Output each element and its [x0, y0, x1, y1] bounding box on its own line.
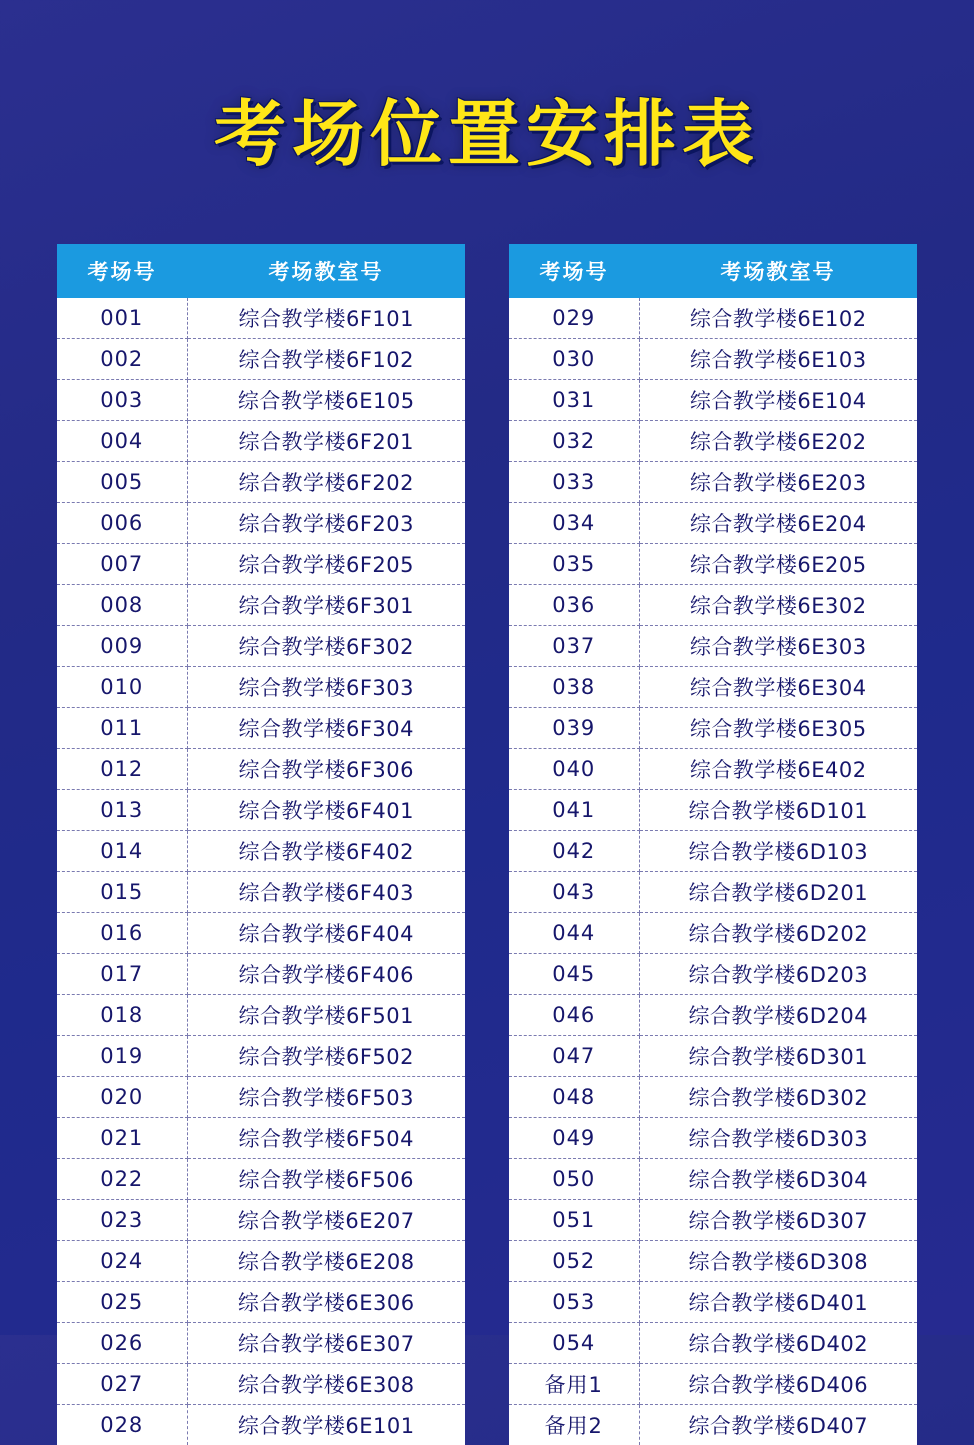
cell-exam-room-no: 010 — [57, 667, 187, 708]
cell-exam-room-no: 026 — [57, 1323, 187, 1364]
table-row — [509, 1159, 917, 1200]
table-row — [57, 421, 465, 462]
cell-classroom-no: 综合教学楼6D308 — [639, 1241, 917, 1282]
table-row — [57, 1200, 465, 1241]
cell-classroom-no: 综合教学楼6F501 — [187, 995, 465, 1036]
cell-exam-room-no: 011 — [57, 708, 187, 749]
table-row — [509, 954, 917, 995]
table-row — [509, 626, 917, 667]
cell-classroom-no: 综合教学楼6D402 — [639, 1323, 917, 1364]
cell-classroom-no: 综合教学楼6F201 — [187, 421, 465, 462]
cell-exam-room-no: 040 — [509, 749, 639, 790]
cell-classroom-no: 综合教学楼6E203 — [639, 462, 917, 503]
cell-exam-room-no: 052 — [509, 1241, 639, 1282]
table-row — [509, 1364, 917, 1405]
cell-exam-room-no: 049 — [509, 1118, 639, 1159]
cell-exam-room-no: 029 — [509, 298, 639, 339]
cell-classroom-no: 综合教学楼6E105 — [187, 380, 465, 421]
cell-exam-room-no: 053 — [509, 1282, 639, 1323]
table-row — [509, 790, 917, 831]
cell-classroom-no: 综合教学楼6E102 — [639, 298, 917, 339]
cell-classroom-no: 综合教学楼6D101 — [639, 790, 917, 831]
cell-exam-room-no: 021 — [57, 1118, 187, 1159]
cell-classroom-no: 综合教学楼6F403 — [187, 872, 465, 913]
table-row — [509, 503, 917, 544]
cell-classroom-no: 综合教学楼6D302 — [639, 1077, 917, 1118]
table-row — [509, 1036, 917, 1077]
cell-classroom-no: 综合教学楼6E303 — [639, 626, 917, 667]
table-row — [57, 667, 465, 708]
cell-classroom-no: 综合教学楼6D401 — [639, 1282, 917, 1323]
cell-classroom-no: 综合教学楼6F301 — [187, 585, 465, 626]
cell-exam-room-no: 024 — [57, 1241, 187, 1282]
cell-classroom-no: 综合教学楼6E305 — [639, 708, 917, 749]
table-header-row — [509, 244, 917, 298]
cell-classroom-no: 综合教学楼6F304 — [187, 708, 465, 749]
table-row — [509, 380, 917, 421]
cell-exam-room-no: 备用1 — [509, 1364, 639, 1405]
cell-classroom-no: 综合教学楼6D307 — [639, 1200, 917, 1241]
table-row — [57, 831, 465, 872]
cell-exam-room-no: 002 — [57, 339, 187, 380]
cell-exam-room-no: 046 — [509, 995, 639, 1036]
cell-classroom-no: 综合教学楼6E103 — [639, 339, 917, 380]
table-row — [509, 1077, 917, 1118]
right-table — [509, 244, 917, 1445]
cell-exam-room-no: 042 — [509, 831, 639, 872]
table-row — [57, 1364, 465, 1405]
cell-exam-room-no: 013 — [57, 790, 187, 831]
cell-classroom-no: 综合教学楼6F205 — [187, 544, 465, 585]
column-header-exam-room-no: 考场号 — [509, 244, 639, 298]
cell-exam-room-no: 028 — [57, 1405, 187, 1445]
cell-exam-room-no: 037 — [509, 626, 639, 667]
table-row — [509, 1200, 917, 1241]
right-table-head — [509, 244, 917, 298]
table-row — [509, 708, 917, 749]
cell-exam-room-no: 004 — [57, 421, 187, 462]
right-table-body — [509, 298, 917, 1445]
table-row — [57, 1282, 465, 1323]
cell-classroom-no: 综合教学楼6E104 — [639, 380, 917, 421]
cell-exam-room-no: 005 — [57, 462, 187, 503]
cell-classroom-no: 综合教学楼6D301 — [639, 1036, 917, 1077]
table-row — [509, 298, 917, 339]
cell-classroom-no: 综合教学楼6F306 — [187, 749, 465, 790]
table-row — [509, 831, 917, 872]
cell-classroom-no: 综合教学楼6D407 — [639, 1405, 917, 1445]
left-table-body — [57, 298, 465, 1445]
cell-classroom-no: 综合教学楼6F402 — [187, 831, 465, 872]
table-row — [57, 1405, 465, 1445]
cell-classroom-no: 综合教学楼6F202 — [187, 462, 465, 503]
table-row — [509, 667, 917, 708]
table-row — [57, 1077, 465, 1118]
cell-classroom-no: 综合教学楼6E208 — [187, 1241, 465, 1282]
cell-classroom-no: 综合教学楼6F504 — [187, 1118, 465, 1159]
cell-exam-room-no: 022 — [57, 1159, 187, 1200]
cell-classroom-no: 综合教学楼6F506 — [187, 1159, 465, 1200]
table-row — [57, 339, 465, 380]
cell-exam-room-no: 016 — [57, 913, 187, 954]
table-row — [509, 913, 917, 954]
column-header-classroom-no: 考场教室号 — [187, 244, 465, 298]
table-row — [509, 1282, 917, 1323]
cell-exam-room-no: 034 — [509, 503, 639, 544]
cell-classroom-no: 综合教学楼6E402 — [639, 749, 917, 790]
cell-exam-room-no: 044 — [509, 913, 639, 954]
left-table-head — [57, 244, 465, 298]
cell-exam-room-no: 051 — [509, 1200, 639, 1241]
table-row — [57, 708, 465, 749]
table-row — [509, 1405, 917, 1445]
cell-classroom-no: 综合教学楼6F502 — [187, 1036, 465, 1077]
cell-exam-room-no: 001 — [57, 298, 187, 339]
table-row — [509, 421, 917, 462]
cell-exam-room-no: 035 — [509, 544, 639, 585]
table-row — [57, 913, 465, 954]
cell-exam-room-no: 048 — [509, 1077, 639, 1118]
cell-exam-room-no: 023 — [57, 1200, 187, 1241]
cell-exam-room-no: 041 — [509, 790, 639, 831]
cell-exam-room-no: 003 — [57, 380, 187, 421]
table-row — [57, 1118, 465, 1159]
cell-classroom-no: 综合教学楼6E302 — [639, 585, 917, 626]
cell-classroom-no: 综合教学楼6D204 — [639, 995, 917, 1036]
cell-classroom-no: 综合教学楼6F303 — [187, 667, 465, 708]
cell-classroom-no: 综合教学楼6F406 — [187, 954, 465, 995]
cell-classroom-no: 综合教学楼6D103 — [639, 831, 917, 872]
table-row — [509, 544, 917, 585]
table-row — [509, 872, 917, 913]
table-row — [509, 749, 917, 790]
cell-exam-room-no: 015 — [57, 872, 187, 913]
table-row — [57, 749, 465, 790]
column-header-exam-room-no: 考场号 — [57, 244, 187, 298]
table-row — [57, 462, 465, 503]
table-row — [509, 1241, 917, 1282]
table-row — [57, 954, 465, 995]
table-row — [57, 544, 465, 585]
cell-exam-room-no: 014 — [57, 831, 187, 872]
cell-classroom-no: 综合教学楼6E204 — [639, 503, 917, 544]
poster-header — [0, 0, 974, 244]
table-row — [57, 995, 465, 1036]
table-row — [509, 585, 917, 626]
cell-classroom-no: 综合教学楼6D201 — [639, 872, 917, 913]
table-row — [57, 1241, 465, 1282]
cell-exam-room-no: 027 — [57, 1364, 187, 1405]
cell-exam-room-no: 020 — [57, 1077, 187, 1118]
cell-exam-room-no: 045 — [509, 954, 639, 995]
cell-exam-room-no: 050 — [509, 1159, 639, 1200]
table-row — [57, 585, 465, 626]
cell-exam-room-no: 006 — [57, 503, 187, 544]
cell-classroom-no: 综合教学楼6F101 — [187, 298, 465, 339]
cell-exam-room-no: 032 — [509, 421, 639, 462]
cell-classroom-no: 综合教学楼6F401 — [187, 790, 465, 831]
cell-exam-room-no: 012 — [57, 749, 187, 790]
cell-exam-room-no: 019 — [57, 1036, 187, 1077]
cell-exam-room-no: 054 — [509, 1323, 639, 1364]
table-row — [57, 1323, 465, 1364]
table-row — [509, 995, 917, 1036]
cell-exam-room-no: 047 — [509, 1036, 639, 1077]
table-row — [509, 339, 917, 380]
cell-classroom-no: 综合教学楼6E202 — [639, 421, 917, 462]
table-row — [509, 462, 917, 503]
cell-classroom-no: 综合教学楼6D304 — [639, 1159, 917, 1200]
cell-classroom-no: 综合教学楼6D303 — [639, 1118, 917, 1159]
cell-exam-room-no: 036 — [509, 585, 639, 626]
table-row — [509, 1323, 917, 1364]
left-table — [57, 244, 465, 1445]
cell-classroom-no: 综合教学楼6F203 — [187, 503, 465, 544]
cell-classroom-no: 综合教学楼6F404 — [187, 913, 465, 954]
cell-exam-room-no: 备用2 — [509, 1405, 639, 1445]
table-row — [57, 626, 465, 667]
cell-classroom-no: 综合教学楼6D202 — [639, 913, 917, 954]
cell-exam-room-no: 043 — [509, 872, 639, 913]
table-row — [57, 790, 465, 831]
cell-exam-room-no: 017 — [57, 954, 187, 995]
table-row — [57, 298, 465, 339]
page-title: 考场位置安排表 — [213, 92, 760, 177]
table-row — [57, 1159, 465, 1200]
table-row — [57, 380, 465, 421]
cell-classroom-no: 综合教学楼6F503 — [187, 1077, 465, 1118]
cell-classroom-no: 综合教学楼6E304 — [639, 667, 917, 708]
cell-exam-room-no: 018 — [57, 995, 187, 1036]
cell-classroom-no: 综合教学楼6D203 — [639, 954, 917, 995]
column-header-classroom-no: 考场教室号 — [639, 244, 917, 298]
tables-container — [0, 244, 974, 1445]
cell-classroom-no: 综合教学楼6F102 — [187, 339, 465, 380]
cell-classroom-no: 综合教学楼6E307 — [187, 1323, 465, 1364]
cell-exam-room-no: 007 — [57, 544, 187, 585]
table-row — [57, 503, 465, 544]
cell-classroom-no: 综合教学楼6E308 — [187, 1364, 465, 1405]
table-header-row — [57, 244, 465, 298]
table-row — [509, 1118, 917, 1159]
cell-exam-room-no: 030 — [509, 339, 639, 380]
cell-exam-room-no: 031 — [509, 380, 639, 421]
cell-exam-room-no: 025 — [57, 1282, 187, 1323]
cell-exam-room-no: 033 — [509, 462, 639, 503]
cell-classroom-no: 综合教学楼6F302 — [187, 626, 465, 667]
cell-classroom-no: 综合教学楼6D406 — [639, 1364, 917, 1405]
cell-classroom-no: 综合教学楼6E205 — [639, 544, 917, 585]
table-row — [57, 872, 465, 913]
table-row — [57, 1036, 465, 1077]
cell-classroom-no: 综合教学楼6E306 — [187, 1282, 465, 1323]
cell-exam-room-no: 038 — [509, 667, 639, 708]
cell-exam-room-no: 039 — [509, 708, 639, 749]
cell-classroom-no: 综合教学楼6E101 — [187, 1405, 465, 1445]
cell-exam-room-no: 008 — [57, 585, 187, 626]
cell-classroom-no: 综合教学楼6E207 — [187, 1200, 465, 1241]
cell-exam-room-no: 009 — [57, 626, 187, 667]
